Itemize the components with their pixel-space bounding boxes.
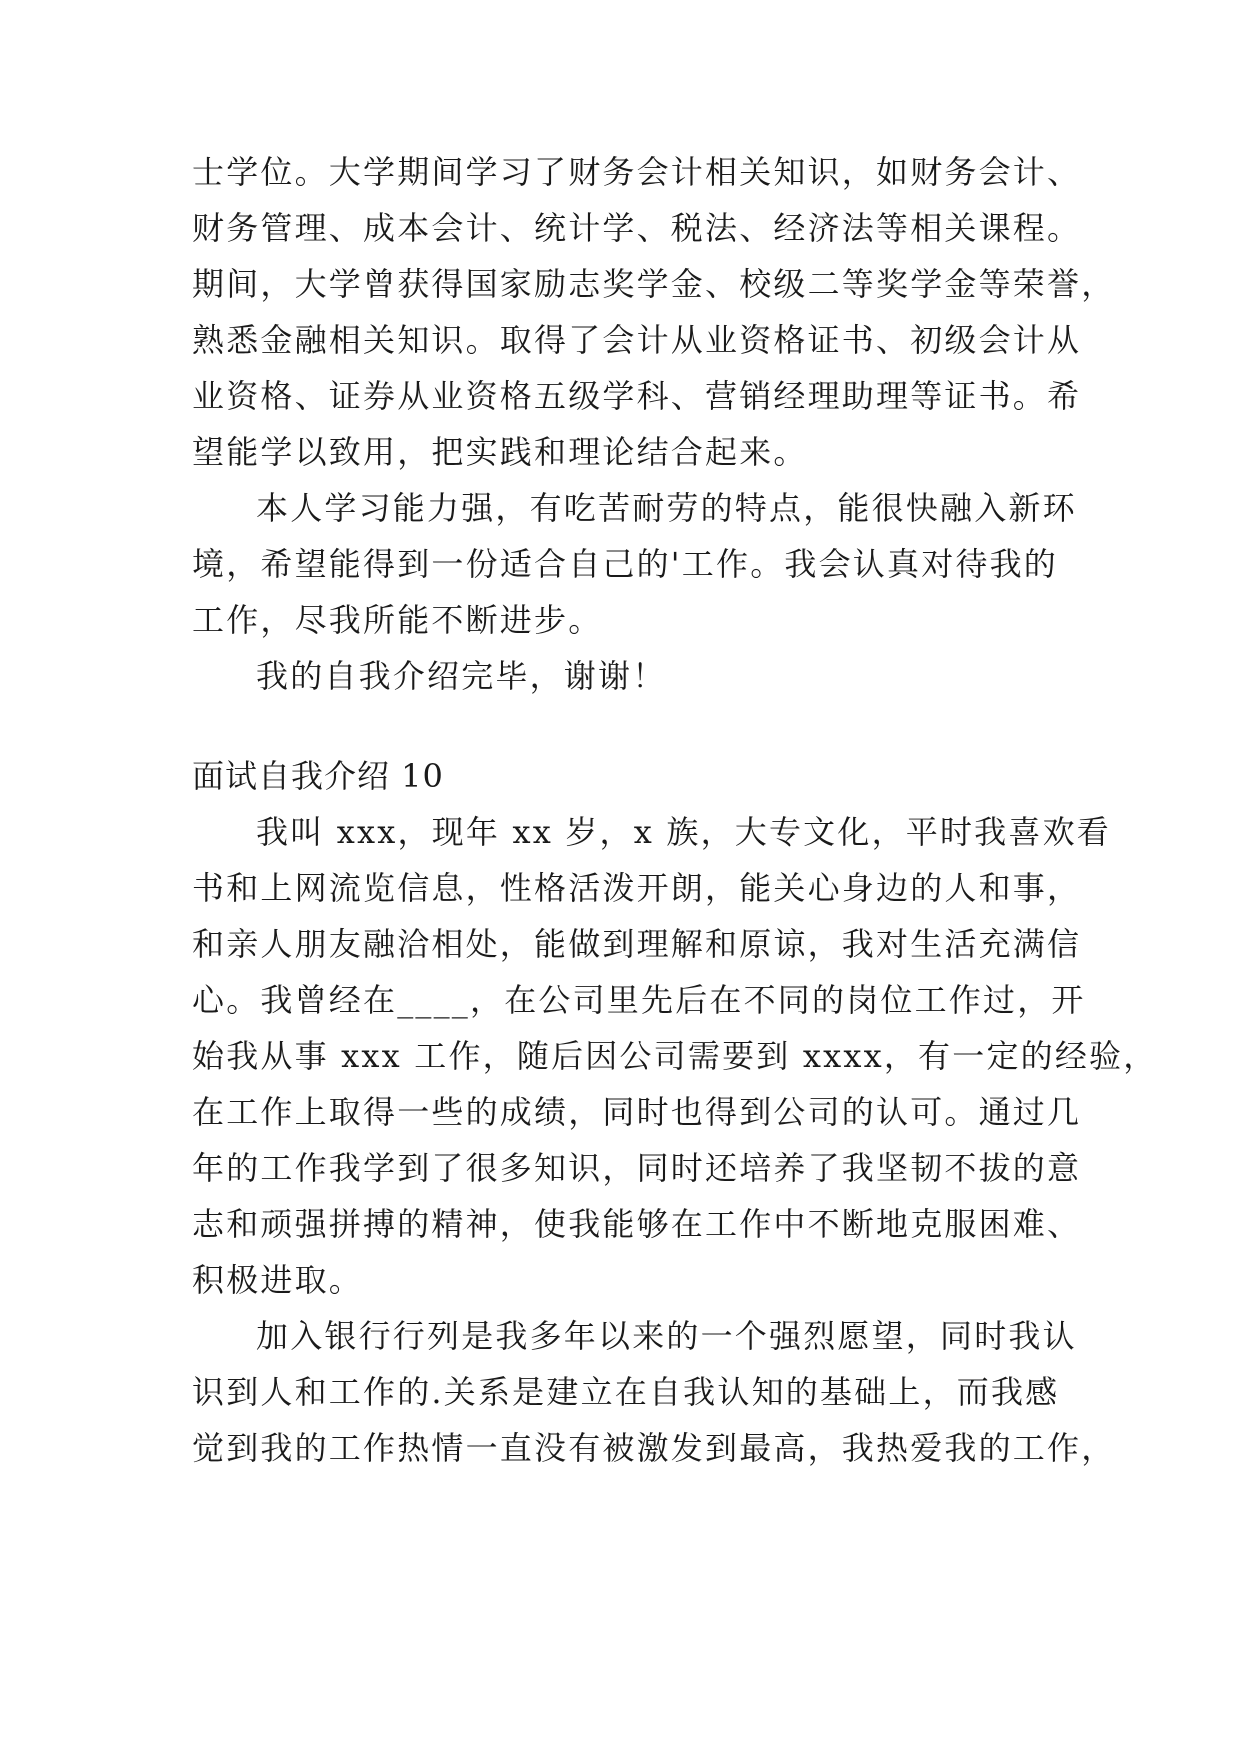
paragraph-line: 士学位。大学期间学习了财务会计相关知识，如财务会计、: [192, 153, 1082, 191]
paragraph-line: 志和顽强拼搏的精神，使我能够在工作中不断地克服困难、: [192, 1205, 1082, 1243]
paragraph-line: 识到人和工作的.关系是建立在自我认知的基础上，而我感: [192, 1373, 1060, 1411]
paragraph-line: 财务管理、成本会计、统计学、税法、经济法等相关课程。: [192, 209, 1082, 247]
paragraph-line: 加入银行行列是我多年以来的一个强烈愿望，同时我认: [256, 1317, 1077, 1355]
paragraph-line: 始我从事 xxx 工作，随后因公司需要到 xxxx，有一定的经验，: [192, 1037, 1158, 1075]
paragraph-line: 望能学以致用，把实践和理论结合起来。: [192, 433, 808, 471]
paragraph-line: 觉到我的工作热情一直没有被激发到最高，我热爱我的工作，: [192, 1429, 1116, 1467]
paragraph-line: 心。我曾经在____，在公司里先后在不同的岗位工作过，开: [192, 981, 1086, 1019]
paragraph-line: 本人学习能力强，有吃苦耐劳的特点，能很快融入新环: [256, 489, 1077, 527]
paragraph-line: 书和上网流览信息，性格活泼开朗，能关心身边的人和事，: [192, 869, 1082, 907]
paragraph-line: 熟悉金融相关知识。取得了会计从业资格证书、初级会计从: [192, 321, 1082, 359]
paragraph-line: 和亲人朋友融洽相处，能做到理解和原谅，我对生活充满信: [192, 925, 1082, 963]
paragraph-line: 期间，大学曾获得国家励志奖学金、校级二等奖学金等荣誉，: [192, 265, 1116, 303]
paragraph-line: 我叫 xxx，现年 xx 岁，x 族，大专文化，平时我喜欢看: [256, 813, 1111, 851]
paragraph-line: 业资格、证券从业资格五级学科、营销经理助理等证书。希: [192, 377, 1082, 415]
paragraph-line: 工作，尽我所能不断进步。: [192, 601, 603, 639]
paragraph-line: 积极进取。: [192, 1261, 364, 1299]
paragraph-line: 在工作上取得一些的成绩，同时也得到公司的认可。通过几: [192, 1093, 1082, 1131]
paragraph-line: 境，希望能得到一份适合自己的'工作。我会认真对待我的: [192, 545, 1058, 583]
paragraph-line: 年的工作我学到了很多知识，同时还培养了我坚韧不拔的意: [192, 1149, 1082, 1187]
section-heading: 面试自我介绍 10: [192, 757, 444, 795]
closing-line: 我的自我介绍完毕，谢谢！: [256, 657, 667, 695]
